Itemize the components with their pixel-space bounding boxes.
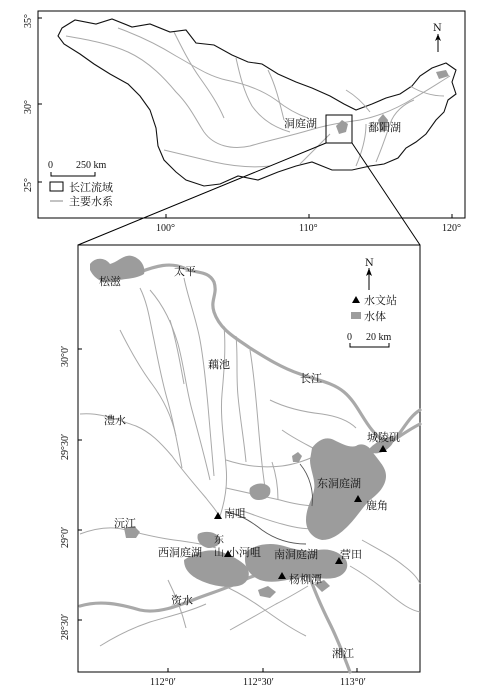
label-chenglingji: 城陵矶 <box>367 431 400 444</box>
inset-legend <box>50 180 113 208</box>
svg-text:0: 0 <box>48 160 53 171</box>
legend-basin-swatch <box>50 182 63 191</box>
label-dongshan-2: 山 <box>214 548 224 559</box>
svg-text:N: N <box>433 23 442 34</box>
inset-lat-label: 35° <box>23 14 34 28</box>
label-yangliutan: 杨柳潭 <box>289 573 322 586</box>
inset-map <box>23 11 465 234</box>
label-xiangjiang: 湘江 <box>332 647 354 660</box>
plain-channel <box>272 462 278 500</box>
plain-channel <box>170 320 184 384</box>
svg-text:20 km: 20 km <box>366 332 392 343</box>
svg-text:0: 0 <box>347 332 352 343</box>
label-dongshan-1: 东 <box>214 535 224 546</box>
plain-channel <box>270 400 356 428</box>
legend-water-label: 水体 <box>364 310 386 323</box>
main-lat-label: 29°0′ <box>60 526 71 548</box>
main-lon-label: 113°0′ <box>340 677 366 688</box>
inset-north-arrow <box>433 23 442 52</box>
ouchi-channel <box>236 336 246 462</box>
legend-station-label: 水文站 <box>364 294 397 307</box>
label-taiping: 太平 <box>174 265 196 278</box>
label-xiaohezui: 小河咀 <box>228 546 261 559</box>
south-tributary <box>350 566 420 612</box>
main-legend <box>351 293 397 323</box>
plain-channel <box>226 488 318 506</box>
inset-lat-label: 30° <box>23 100 34 114</box>
label-lishui: 澧水 <box>104 414 126 427</box>
songzi-channel <box>140 288 182 468</box>
main-lat-label: 30°0′ <box>60 345 71 367</box>
inset-lon-label: 100° <box>156 223 175 234</box>
plain-channel <box>120 330 176 436</box>
plain-channel <box>226 452 324 467</box>
ouchi-channel <box>220 326 227 516</box>
dongting-embankment <box>300 464 313 506</box>
label-ouchi: 藕池 <box>208 358 230 371</box>
svg-text:250 km: 250 km <box>76 160 107 171</box>
main-lat-label: 29°30′ <box>60 433 71 460</box>
inset-lon-label: 110° <box>299 223 318 234</box>
south-tributary <box>362 540 420 584</box>
poyang-lake-label: 鄱阳湖 <box>368 121 401 134</box>
yuanjiang-river <box>80 528 216 548</box>
legend-basin-label: 长江流域 <box>69 181 113 194</box>
label-south-dongting: 南洞庭湖 <box>274 548 318 561</box>
svg-text:N: N <box>365 258 374 269</box>
inset-lat-label: 25° <box>23 178 34 192</box>
main-map <box>60 245 420 688</box>
label-yingtian: 营田 <box>340 548 362 561</box>
main-lat-label: 28°30′ <box>60 613 71 640</box>
label-lujiao: 鹿角 <box>366 499 388 512</box>
ouchi-channel <box>250 350 266 494</box>
label-yuanjiang: 沅江 <box>114 517 136 530</box>
legend-water-swatch <box>351 312 361 319</box>
lishui-river <box>80 414 220 518</box>
label-changjiang: 长江 <box>300 372 322 385</box>
inset-scale-bar <box>48 160 107 176</box>
label-nanzui: 南咀 <box>224 507 246 520</box>
yangtze-basin-outline <box>58 19 456 186</box>
label-east-dongting: 东洞庭湖 <box>317 477 361 490</box>
legend-river-label: 主要水系 <box>69 195 113 208</box>
main-lon-label: 112°30′ <box>243 677 274 688</box>
label-west-dongting: 西洞庭湖 <box>158 546 202 559</box>
label-zishui: 资水 <box>171 594 193 607</box>
water-patch <box>292 452 302 462</box>
taiping-channel <box>184 278 214 476</box>
legend-station-swatch <box>352 296 360 303</box>
dongting-lake-label: 洞庭湖 <box>284 117 317 130</box>
main-north-arrow <box>365 258 374 290</box>
main-scale-bar <box>347 332 392 347</box>
songzi-channel <box>150 290 210 480</box>
main-lon-label: 112°0′ <box>150 677 176 688</box>
water-patch <box>258 586 276 598</box>
inset-lon-label: 120° <box>442 223 461 234</box>
label-songzi: 松滋 <box>99 275 121 288</box>
